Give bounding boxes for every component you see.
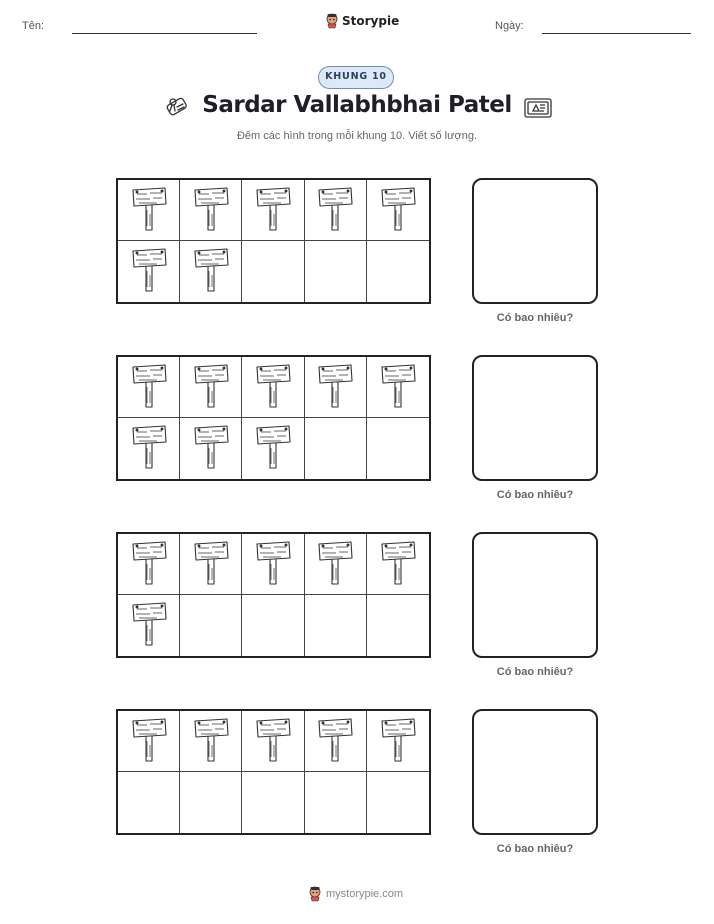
wooden-signpost-icon — [254, 715, 292, 768]
wooden-signpost-icon — [316, 361, 354, 414]
frame-cell — [305, 357, 367, 418]
frame-cell — [367, 595, 429, 656]
wooden-signpost-icon — [130, 715, 168, 768]
frame-cell — [118, 711, 180, 772]
date-label: Ngày: — [495, 20, 524, 32]
ten-frame-2 — [116, 355, 431, 481]
wooden-signpost-icon — [130, 599, 168, 652]
frame-cell — [242, 534, 304, 595]
wooden-signpost-icon — [379, 184, 417, 237]
frame-cell — [367, 772, 429, 833]
brand-logo — [325, 13, 399, 29]
frame-cell — [367, 711, 429, 772]
wooden-signpost-icon — [130, 184, 168, 237]
frame-cell — [242, 357, 304, 418]
frame-cell — [305, 772, 367, 833]
frame-cell — [242, 711, 304, 772]
wooden-signpost-icon — [316, 715, 354, 768]
wooden-signpost-icon — [316, 184, 354, 237]
count-question-4: Có bao nhiêu? — [496, 843, 574, 855]
wooden-signpost-icon — [254, 361, 292, 414]
date-line[interactable] — [542, 33, 691, 34]
wooden-signpost-icon — [379, 538, 417, 591]
frame-cell — [367, 241, 429, 302]
frame-cell — [118, 772, 180, 833]
footer-url[interactable]: mystorypie.com — [326, 888, 404, 900]
name-label: Tên: — [22, 20, 45, 32]
frame-cell — [180, 595, 242, 656]
brand-name: Storypie — [342, 14, 400, 28]
wooden-signpost-icon — [192, 361, 230, 414]
frame-cell — [180, 534, 242, 595]
wooden-signpost-icon — [254, 184, 292, 237]
certificate-icon — [523, 96, 553, 120]
frame-cell — [118, 180, 180, 241]
frame-cell — [305, 180, 367, 241]
count-question-2: Có bao nhiêu? — [496, 489, 574, 501]
frame-cell — [305, 711, 367, 772]
answer-box-1[interactable] — [472, 178, 598, 304]
count-question-3: Có bao nhiêu? — [496, 666, 574, 678]
wooden-signpost-icon — [130, 422, 168, 475]
frame-cell — [118, 418, 180, 479]
ten-frame-4 — [116, 709, 431, 835]
frame-cell — [367, 357, 429, 418]
wooden-signpost-icon — [192, 538, 230, 591]
frame-cell — [242, 595, 304, 656]
count-question-1: Có bao nhiêu? — [496, 312, 574, 324]
ten-frame-1 — [116, 178, 431, 304]
wooden-signpost-icon — [254, 422, 292, 475]
frame-cell — [118, 595, 180, 656]
instructions: Đếm các hình trong mỗi khung 10. Viết số lượng. — [236, 130, 477, 142]
frame-cell — [367, 534, 429, 595]
frame-cell — [180, 180, 242, 241]
wooden-signpost-icon — [192, 184, 230, 237]
frame-cell — [305, 595, 367, 656]
frame-cell — [242, 418, 304, 479]
scroll-diploma-icon — [162, 93, 192, 123]
frame-cell — [242, 772, 304, 833]
ten-frame-badge: KHUNG 10 — [318, 66, 394, 89]
frame-cell — [367, 418, 429, 479]
wooden-signpost-icon — [130, 245, 168, 298]
frame-cell — [180, 241, 242, 302]
storypie-mascot-icon — [325, 13, 339, 29]
wooden-signpost-icon — [192, 245, 230, 298]
wooden-signpost-icon — [379, 361, 417, 414]
answer-box-4[interactable] — [472, 709, 598, 835]
frame-cell — [242, 241, 304, 302]
wooden-signpost-icon — [130, 361, 168, 414]
frame-cell — [305, 534, 367, 595]
frame-cell — [180, 772, 242, 833]
frame-cell — [180, 418, 242, 479]
answer-box-2[interactable] — [472, 355, 598, 481]
page-title: Sardar Vallabhbhai Patel — [202, 92, 512, 118]
frame-cell — [242, 180, 304, 241]
wooden-signpost-icon — [379, 715, 417, 768]
name-line[interactable] — [72, 33, 257, 34]
wooden-signpost-icon — [316, 538, 354, 591]
wooden-signpost-icon — [192, 715, 230, 768]
ten-frame-3 — [116, 532, 431, 658]
frame-cell — [305, 241, 367, 302]
storypie-mascot-icon — [308, 886, 322, 902]
frame-cell — [118, 241, 180, 302]
frame-cell — [118, 357, 180, 418]
frame-cell — [118, 534, 180, 595]
frame-cell — [305, 418, 367, 479]
frame-cell — [367, 180, 429, 241]
frame-cell — [180, 357, 242, 418]
wooden-signpost-icon — [192, 422, 230, 475]
wooden-signpost-icon — [254, 538, 292, 591]
wooden-signpost-icon — [130, 538, 168, 591]
footer — [308, 886, 403, 902]
frame-cell — [180, 711, 242, 772]
answer-box-3[interactable] — [472, 532, 598, 658]
